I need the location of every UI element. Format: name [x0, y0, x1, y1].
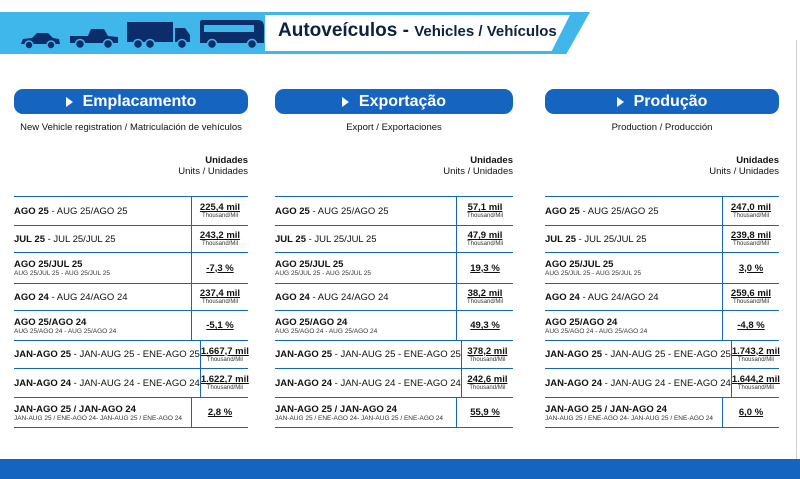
table-row	[275, 369, 513, 398]
row-value-cell	[200, 341, 249, 368]
footer-bar	[0, 459, 800, 479]
row-value-cell	[461, 369, 513, 397]
data-table	[275, 196, 513, 428]
row-label-main	[545, 234, 722, 245]
column-producao	[545, 89, 779, 428]
row-label-period: AGO 24	[275, 291, 310, 303]
row-label-period: AGO 25	[545, 205, 580, 217]
row-value: 55,9 %	[470, 407, 500, 418]
row-label	[275, 197, 456, 225]
row-label-sub: AUG 25/AGO 24 - AUG 25/AGO 24	[545, 327, 648, 335]
row-label-period: AGO 25	[275, 205, 310, 217]
row-value: 1.622,7 mil	[200, 374, 249, 385]
table-row	[14, 369, 248, 398]
row-label-period: AGO 24	[14, 291, 49, 303]
row-label-detail: - JAN-AUG 25 - ENE-AGO 25	[71, 349, 200, 360]
row-label-period: JUL 25	[14, 233, 45, 245]
row-label-main	[14, 259, 191, 270]
table-row	[14, 311, 248, 341]
car-icon	[18, 30, 62, 50]
page-title	[278, 20, 557, 42]
row-label-main	[545, 292, 722, 303]
row-value-cell	[191, 284, 248, 310]
row-value: 378,2 mil	[467, 345, 508, 357]
row-value-cell	[456, 398, 513, 427]
row-value: 1.743,2 mil	[731, 345, 780, 357]
row-label-main	[545, 378, 731, 389]
row-label-period: AGO 25/JUL 25	[14, 259, 83, 270]
row-label	[545, 197, 722, 225]
row-value-cell	[191, 253, 248, 283]
row-label-period: AGO 25/AGO 24	[545, 316, 618, 328]
row-value-unit: Thousand/Mil	[469, 385, 506, 391]
row-label-sub: AUG 25/JUL 25 - AUG 25/JUL 25	[14, 270, 110, 277]
row-label-period: JAN-AGO 25	[275, 349, 333, 360]
table-row	[14, 197, 248, 226]
row-label-main	[275, 206, 456, 217]
row-label	[14, 226, 191, 252]
units-header	[545, 155, 779, 177]
table-row	[545, 253, 779, 284]
row-label	[14, 341, 200, 368]
row-label	[14, 284, 191, 310]
row-label	[545, 284, 722, 310]
row-label-detail: - JUL 25/JUL 25	[575, 233, 647, 245]
row-value-cell	[456, 284, 513, 310]
section-title-button[interactable]	[545, 89, 779, 114]
row-value: 47,9 mil	[467, 230, 503, 241]
row-value-cell	[461, 341, 513, 368]
row-label-main	[14, 404, 191, 415]
row-label	[545, 398, 722, 427]
table-row	[545, 284, 779, 311]
row-label-period: AGO 25/JUL 25	[275, 259, 344, 270]
row-value-unit: Thousand/Mil	[206, 356, 243, 363]
row-label-main	[275, 234, 456, 245]
section-subtitle: New Vehicle registration / Matriculación de vehículos	[20, 122, 242, 133]
divider	[796, 40, 797, 460]
bus-icon	[198, 18, 266, 50]
row-label-main	[275, 404, 456, 415]
row-value: 2,8 %	[207, 407, 233, 418]
table-row	[545, 398, 779, 428]
units-sublabel: Units / Unidades	[178, 166, 248, 177]
row-label-sub: JAN-AUG 25 / ENE-AGO 24- JAN-AUG 25 / ENE-AGO 24	[14, 414, 182, 422]
row-label-period: JAN-AGO 25 / JAN-AGO 24	[14, 403, 136, 415]
row-value-unit: Thousand/Mil	[201, 241, 239, 247]
row-value: 247,0 mil	[730, 202, 772, 213]
data-table	[545, 196, 779, 428]
row-value-cell	[722, 226, 779, 252]
row-value: 1.667,7 mil	[200, 345, 249, 357]
row-value-unit: Thousand/Mil	[206, 385, 243, 391]
table-row	[545, 341, 779, 369]
play-arrow-icon	[342, 97, 349, 107]
row-label-sub: AUG 25/JUL 25 - AUG 25/JUL 25	[545, 270, 641, 277]
row-label-detail: - AUG 25/AGO 25	[309, 205, 389, 217]
row-label	[545, 369, 731, 397]
row-label-main	[275, 378, 461, 389]
row-value-cell	[456, 226, 513, 252]
row-value-cell	[722, 197, 779, 225]
row-label	[14, 369, 200, 397]
table-row	[275, 284, 513, 311]
row-value: 57,1 mil	[467, 202, 503, 213]
section-title-button[interactable]	[14, 89, 248, 114]
table-row	[275, 311, 513, 341]
row-value-cell	[722, 253, 779, 283]
row-value: 225,4 mil	[199, 202, 241, 213]
row-label-detail: - JAN-AUG 24 - ENE-AGO 24	[602, 377, 731, 389]
row-label-period: JAN-AGO 24	[275, 377, 333, 389]
row-label-period: AGO 25/AGO 24	[275, 316, 348, 328]
table-row	[14, 284, 248, 311]
row-label	[275, 398, 456, 427]
row-label-main	[14, 206, 191, 217]
row-label-period: JAN-AGO 25 / JAN-AGO 24	[275, 403, 397, 415]
row-value-unit: Thousand/Mil	[201, 213, 239, 219]
units-label: Unidades	[470, 155, 513, 166]
row-label	[275, 253, 456, 283]
row-value-unit: Thousand/Mil	[737, 385, 774, 391]
row-value: -5,1 %	[206, 320, 234, 331]
row-label-detail: - AUG 25/AGO 25	[579, 205, 659, 217]
section-subtitle: Export / Exportaciones	[346, 122, 442, 133]
table-row	[275, 398, 513, 428]
row-label-detail: - JAN-AUG 24 - ENE-AGO 24	[71, 377, 200, 389]
row-label	[14, 197, 191, 225]
row-value-cell	[191, 226, 248, 252]
row-label-period: AGO 24	[545, 291, 580, 303]
row-value-cell	[722, 311, 779, 340]
row-value: 259,6 mil	[730, 288, 772, 299]
row-label-period: AGO 25/JUL 25	[545, 259, 614, 270]
row-value: 237,4 mil	[199, 288, 241, 299]
row-label-main	[14, 317, 191, 328]
row-value-cell	[722, 284, 779, 310]
row-label-period: JAN-AGO 25	[545, 349, 603, 360]
table-row	[14, 253, 248, 284]
row-label-period: JAN-AGO 25 / JAN-AGO 24	[545, 403, 667, 415]
section-title-label: Emplacamento	[82, 92, 197, 110]
row-value-cell	[191, 311, 248, 340]
row-value: 243,2 mil	[199, 230, 241, 241]
row-label-period: JAN-AGO 24	[545, 377, 603, 389]
row-label-sub: JAN-AUG 25 / ENE-AGO 24- JAN-AUG 25 / ENE-AGO 24	[275, 414, 443, 422]
truck-icon	[126, 20, 192, 50]
row-label-sub: JAN-AUG 25 / ENE-AGO 24- JAN-AUG 25 / ENE-AGO 24	[545, 414, 713, 422]
row-label-main	[275, 317, 456, 328]
row-label-main	[275, 349, 461, 360]
play-arrow-icon	[66, 97, 73, 107]
table-row	[275, 197, 513, 226]
row-label-period: JAN-AGO 24	[14, 377, 72, 389]
section-title-label: Exportação	[358, 92, 447, 110]
row-label-main	[545, 404, 722, 415]
row-value: 38,2 mil	[467, 288, 503, 299]
row-label-sub: AUG 25/AGO 24 - AUG 25/AGO 24	[275, 327, 378, 335]
table-row	[14, 226, 248, 253]
units-header	[275, 155, 513, 177]
section-title-label: Produção	[633, 92, 708, 110]
row-value-unit: Thousand/Mil	[466, 213, 504, 219]
row-value: 1.644,2 mil	[731, 374, 780, 385]
row-label-detail: - JAN-AUG 25 - ENE-AGO 25	[332, 349, 461, 360]
row-value: 49,3 %	[470, 320, 500, 331]
table-row	[275, 341, 513, 369]
row-label-detail: - JUL 25/JUL 25	[44, 233, 116, 245]
row-label-detail: - AUG 24/AGO 24	[579, 291, 659, 303]
row-label	[14, 398, 191, 427]
units-sublabel: Units / Unidades	[709, 166, 779, 177]
row-label	[275, 369, 461, 397]
row-label-detail: - AUG 24/AGO 24	[309, 291, 389, 303]
row-value-unit: Thousand/Mil	[466, 241, 504, 247]
row-label-main	[14, 349, 200, 360]
row-label	[545, 226, 722, 252]
row-value-unit: Thousand/Mil	[466, 299, 504, 305]
row-value-unit: Thousand/Mil	[737, 356, 774, 363]
column-exportacao	[275, 89, 513, 428]
row-value-unit: Thousand/Mil	[469, 356, 506, 363]
table-row	[14, 398, 248, 428]
row-value-unit: Thousand/Mil	[201, 299, 239, 305]
row-label	[275, 341, 461, 368]
row-label	[275, 284, 456, 310]
pickup-truck-icon	[68, 26, 120, 50]
row-label-main	[275, 292, 456, 303]
play-arrow-icon	[617, 97, 624, 107]
row-label-detail: - JAN-AUG 25 - ENE-AGO 25	[602, 349, 731, 360]
row-label-sub: AUG 25/JUL 25 - AUG 25/JUL 25	[275, 270, 371, 277]
row-value-cell	[191, 398, 248, 427]
row-value-cell	[191, 197, 248, 225]
table-row	[545, 226, 779, 253]
units-header	[14, 155, 248, 177]
row-label	[545, 253, 722, 283]
section-subtitle: Production / Producción	[611, 122, 713, 133]
row-value: 6,0 %	[738, 407, 764, 418]
row-label-main	[545, 259, 722, 270]
row-label-period: JUL 25	[275, 233, 306, 245]
row-value-cell	[200, 369, 249, 397]
row-label-detail: - AUG 25/AGO 25	[48, 205, 128, 217]
page-title-sub: Vehicles / Vehículos	[414, 23, 557, 40]
row-label-main	[545, 206, 722, 217]
row-value-cell	[731, 369, 780, 397]
data-table	[14, 196, 248, 428]
row-label-period: JAN-AGO 25	[14, 349, 72, 360]
row-label	[14, 253, 191, 283]
row-label-sub: AUG 25/AGO 24 - AUG 25/AGO 24	[14, 327, 117, 335]
units-label: Unidades	[736, 155, 779, 166]
row-label-detail: - AUG 24/AGO 24	[48, 291, 128, 303]
row-value: 239,8 mil	[730, 230, 772, 241]
row-value: -4,8 %	[737, 320, 765, 331]
row-value-unit: Thousand/Mil	[732, 213, 770, 219]
row-label	[275, 311, 456, 340]
row-label	[275, 226, 456, 252]
row-label-main	[545, 317, 722, 328]
table-row	[275, 226, 513, 253]
row-value-cell	[456, 253, 513, 283]
row-label-period: AGO 25/AGO 24	[14, 316, 87, 328]
units-sublabel: Units / Unidades	[443, 166, 513, 177]
table-row	[275, 253, 513, 284]
table-row	[545, 197, 779, 226]
row-label-detail: - JUL 25/JUL 25	[305, 233, 377, 245]
table-row	[545, 369, 779, 398]
row-value: 242,6 mil	[467, 374, 508, 385]
row-value-unit: Thousand/Mil	[732, 299, 770, 305]
row-label-main	[14, 292, 191, 303]
row-value-cell	[722, 398, 779, 427]
row-label-main	[14, 234, 191, 245]
row-label-main	[545, 349, 731, 360]
row-value: 19,3 %	[470, 262, 500, 274]
row-label	[14, 311, 191, 340]
table-row	[545, 311, 779, 341]
row-value-unit: Thousand/Mil	[732, 241, 770, 247]
units-label: Unidades	[205, 155, 248, 166]
row-value: -7,3 %	[206, 262, 234, 274]
row-value: 3,0 %	[738, 262, 764, 274]
row-value-cell	[731, 341, 780, 368]
row-label-period: JUL 25	[545, 233, 576, 245]
table-row	[14, 341, 248, 369]
row-label-main	[275, 259, 456, 270]
row-label-detail: - JAN-AUG 24 - ENE-AGO 24	[332, 377, 461, 389]
row-label	[545, 311, 722, 340]
vehicle-icons	[18, 16, 266, 50]
row-label	[545, 341, 731, 368]
row-label-period: AGO 25	[14, 205, 49, 217]
page-title-main: Autoveículos -	[278, 20, 415, 41]
row-value-cell	[456, 311, 513, 340]
column-emplacamento	[14, 89, 248, 428]
section-title-button[interactable]	[275, 89, 513, 114]
row-value-cell	[456, 197, 513, 225]
row-label-main	[14, 378, 200, 389]
